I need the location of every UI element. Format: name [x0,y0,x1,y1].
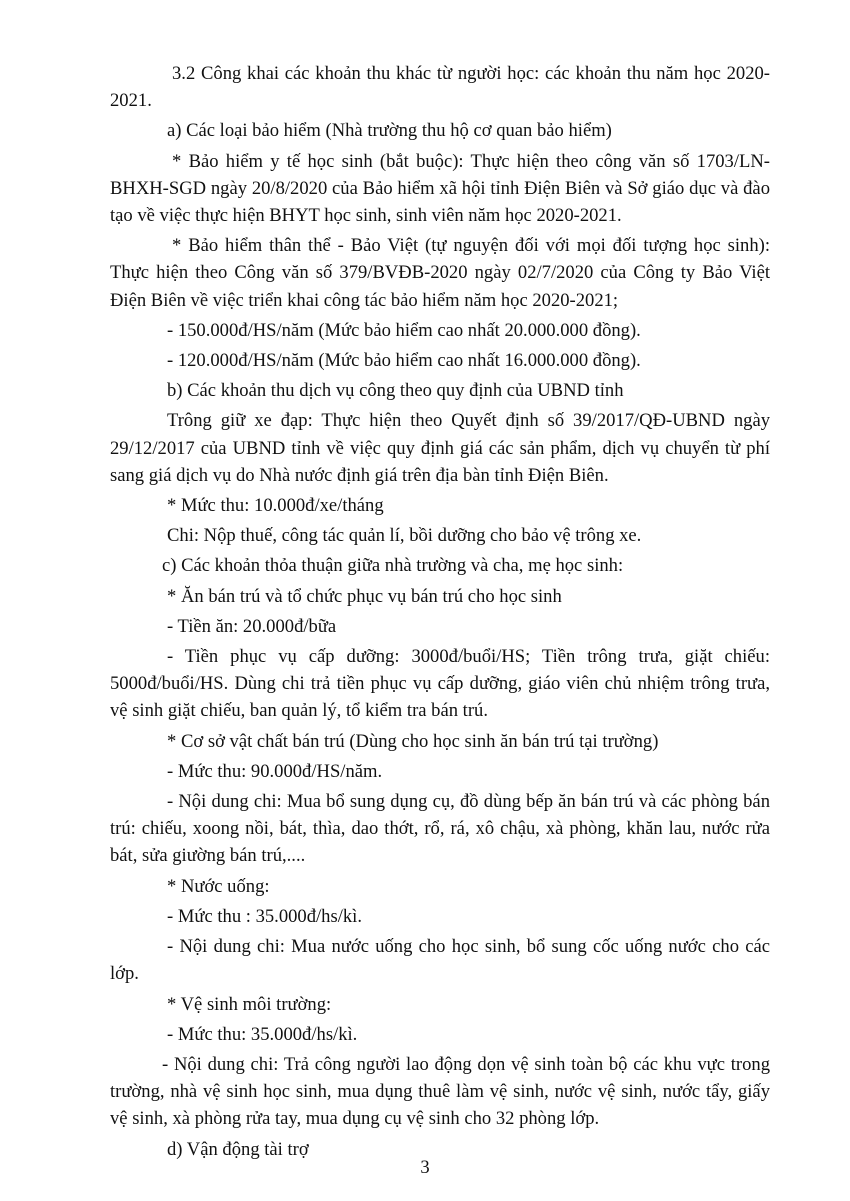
list-item-tien-phuc-vu: - Tiền phục vụ cấp dưỡng: 3000đ/buổi/HS; Tiền trông trưa, giặt chiếu: 5000đ/buổi/HS. Dùng chi trả tiền phục vụ cấp dưỡng, giáo viên chủ nhiệm trông trưa, vệ sinh giặt chiếu, ban quản lý, tổ kiểm tra bán trú. [110,646,770,722]
list-item-vs-muc-thu: - Mức thu: 35.000đ/hs/kì. [167,1023,358,1045]
list-item-nuoc-noi-dung: - Nội dung chi: Mua nước uống cho học sinh, bổ sung cốc uống nước cho các lớp. [110,936,770,985]
paragraph-ve-sinh: * Vệ sinh môi trường: [167,993,332,1015]
list-item-bhtt-option-1: - 150.000đ/HS/năm (Mức bảo hiểm cao nhất 20.000.000 đồng). [167,319,641,341]
paragraph-xe-muc-thu: * Mức thu: 10.000đ/xe/tháng [167,495,384,517]
list-item-tien-an: - Tiền ăn: 20.000đ/bữa [167,615,337,637]
paragraph-csvc: * Cơ sở vật chất bán trú (Dùng cho học sinh ăn bán trú tại trường) [167,730,659,752]
list-item-csvc-muc-thu: - Mức thu: 90.000đ/HS/năm. [167,760,383,782]
paragraph-bhyt: * Bảo hiểm y tế học sinh (bắt buộc): Thực hiện theo công văn số 1703/LN-BHXH-SGD ngày 20/8/2020 của Bảo hiểm xã hội tỉnh Điện Biên và Sở giáo dục và đào tạo về việc thực hiện BHYT học sinh, sinh viên năm học 2020-2021. [110,150,770,227]
section-b-heading: b) Các khoản thu dịch vụ công theo quy định của UBND tỉnh [167,380,624,402]
document-page [110,60,770,1163]
section-a-heading: a) Các loại bảo hiểm (Nhà trường thu hộ cơ quan bảo hiểm) [167,120,612,142]
list-item-csvc-noi-dung: - Nội dung chi: Mua bổ sung dụng cụ, đồ dùng bếp ăn bán trú và các phòng bán trú: chiếu, xoong nồi, bát, thìa, dao thớt, rổ, rá, xô chậu, xà phòng, khăn lau, nước rửa bát, sửa giường bán trú,.... [110,791,770,867]
paragraph-trong-giu-xe: Trông giữ xe đạp: Thực hiện theo Quyết định số 39/2017/QĐ-UBND ngày 29/12/2017 của UBND tỉnh về việc quy định giá các sản phẩm, dịch vụ chuyển từ phí sang giá dịch vụ do Nhà nước định giá trên địa bàn tỉnh Điện Biên. [110,410,770,486]
list-item-vs-noi-dung: - Nội dung chi: Trả công người lao động dọn vệ sinh toàn bộ các khu vực trong trường, nhà vệ sinh học sinh, mua dụng thuê làm vệ sinh, nước vệ sinh, nước tẩy, giấy vệ sinh, xà phòng rửa tay, mua dụng cụ vệ sinh cho 32 phòng lớp. [110,1053,770,1130]
paragraph-nuoc-uong: * Nước uống: [167,875,270,897]
list-item-nuoc-muc-thu: - Mức thu : 35.000đ/hs/kì. [167,905,362,927]
paragraph-ban-tru: * Ăn bán trú và tổ chức phục vụ bán trú cho học sinh [167,585,562,607]
list-item-bhtt-option-2: - 120.000đ/HS/năm (Mức bảo hiểm cao nhất 16.000.000 đồng). [167,350,641,372]
section-d-heading: d) Vận động tài trợ [167,1138,309,1160]
section-c-heading: c) Các khoản thỏa thuận giữa nhà trường và cha, mẹ học sinh: [162,555,624,577]
paragraph-bhtt: * Bảo hiểm thân thể - Bảo Việt (tự nguyện đối với mọi đối tượng học sinh): Thực hiện theo Công văn số 379/BVĐB-2020 ngày 02/7/2020 của Công ty Bảo Việt Điện Biên về việc triển khai công tác bảo hiểm năm học 2020-2021; [110,235,770,311]
section-heading-3-2: 3.2 Công khai các khoản thu khác từ người học: các khoản thu năm học 2020-2021. [110,63,770,112]
paragraph-xe-chi: Chi: Nộp thuế, công tác quản lí, bồi dưỡng cho bảo vệ trông xe. [167,525,642,547]
page-number: 3 [420,1157,430,1178]
